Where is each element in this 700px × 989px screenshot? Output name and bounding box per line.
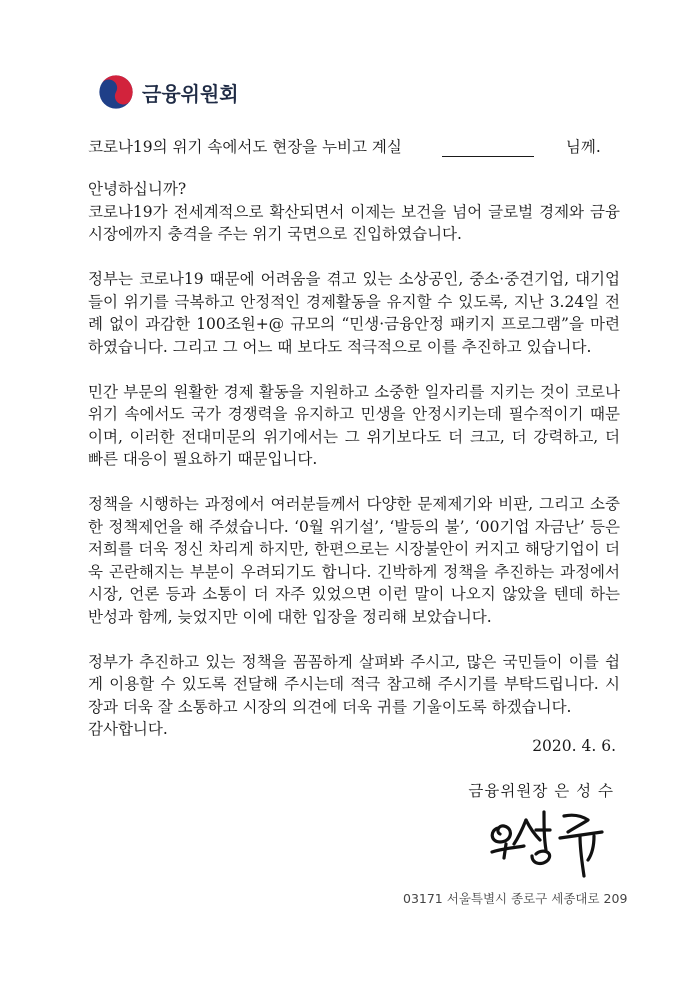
office-address: 03171 서울특별시 종로구 세종대로 209 bbox=[403, 891, 628, 906]
paragraph-3: 민간 부문의 원활한 경제 활동을 지원하고 소중한 일자리를 지키는 것이 코로나 위기 속에서도 국가 경쟁력을 유지하고 민생을 안정시키는데 필수적이기 때문이며, 이러한 전대미문의 위기에서는 그 위기보다도 더 크고, 더 강력하고, 더 빠른 대응이 필요하기 때문입니다. bbox=[88, 382, 620, 468]
org-logo bbox=[98, 74, 239, 110]
handwritten-signature bbox=[484, 802, 614, 880]
greeting: 안녕하십니까? bbox=[88, 180, 187, 198]
salutation-prefix: 코로나19의 위기 속에서도 현장을 누비고 계실 bbox=[88, 138, 402, 156]
paragraph-4: 정책을 시행하는 과정에서 여러분들께서 다양한 문제제기와 비판, 그리고 소중한 정책제언을 해 주셨습니다. ‘0월 위기설’, ‘발등의 불’, ‘00기업 자금난’ 등은 저희를 더욱 정신 차리게 하지만, 한편으로는 시장불안이 커지고 해당기업이 더욱 곤란해지는 부분이 우려되기도 합니다. 긴박하게 정책을 추진하는 과정에서 시장, 언론 등과 소통이 더 자주 있었으면 이런 말이 나오지 않았을 텐데 하는 반성과 함께, 늦었지만 이에 대한 입장을 정리해 보았습니다. bbox=[88, 495, 620, 626]
paragraph-2: 정부는 코로나19 때문에 어려움을 겪고 있는 소상공인, 중소·중견기업, 대기업들이 위기를 극복하고 안정적인 경제활동을 유지할 수 있도록, 지난 3.24일 전례 없이 과감한 100조원+@ 규모의 “민생·금융안정 패키지 프로그램”을 마련하였습니다. 그리고 그 어느 때 보다도 적극적으로 이를 추진하고 있습니다. bbox=[88, 270, 620, 356]
letter-body bbox=[88, 178, 620, 741]
recipient-blank bbox=[442, 140, 534, 157]
taegeuk-emblem-icon bbox=[98, 74, 134, 110]
paragraph-1: 코로나19가 전세계적으로 확산되면서 이제는 보건을 넘어 글로벌 경제와 금융시장에까지 충격을 주는 위기 국면으로 진입하였습니다. bbox=[88, 202, 620, 243]
salutation-suffix: 님께. bbox=[565, 138, 601, 156]
salutation-line bbox=[88, 135, 601, 157]
letter-date: 2020. 4. 6. bbox=[532, 737, 616, 755]
org-name: 금융위원회 bbox=[142, 81, 239, 106]
signer-title: 금융위원장 은 성 수 bbox=[468, 782, 614, 800]
closing: 감사합니다. bbox=[88, 720, 168, 738]
paragraph-5: 정부가 추진하고 있는 정책을 꼼꼼하게 살펴봐 주시고, 많은 국민들이 이를 쉽게 이용할 수 있도록 전달해 주시는데 적극 참고해 주시기를 부탁드립니다. 시장과 더욱 잘 소통하고 시장의 의견에 더욱 귀를 기울이도록 하겠습니다. bbox=[88, 652, 620, 716]
